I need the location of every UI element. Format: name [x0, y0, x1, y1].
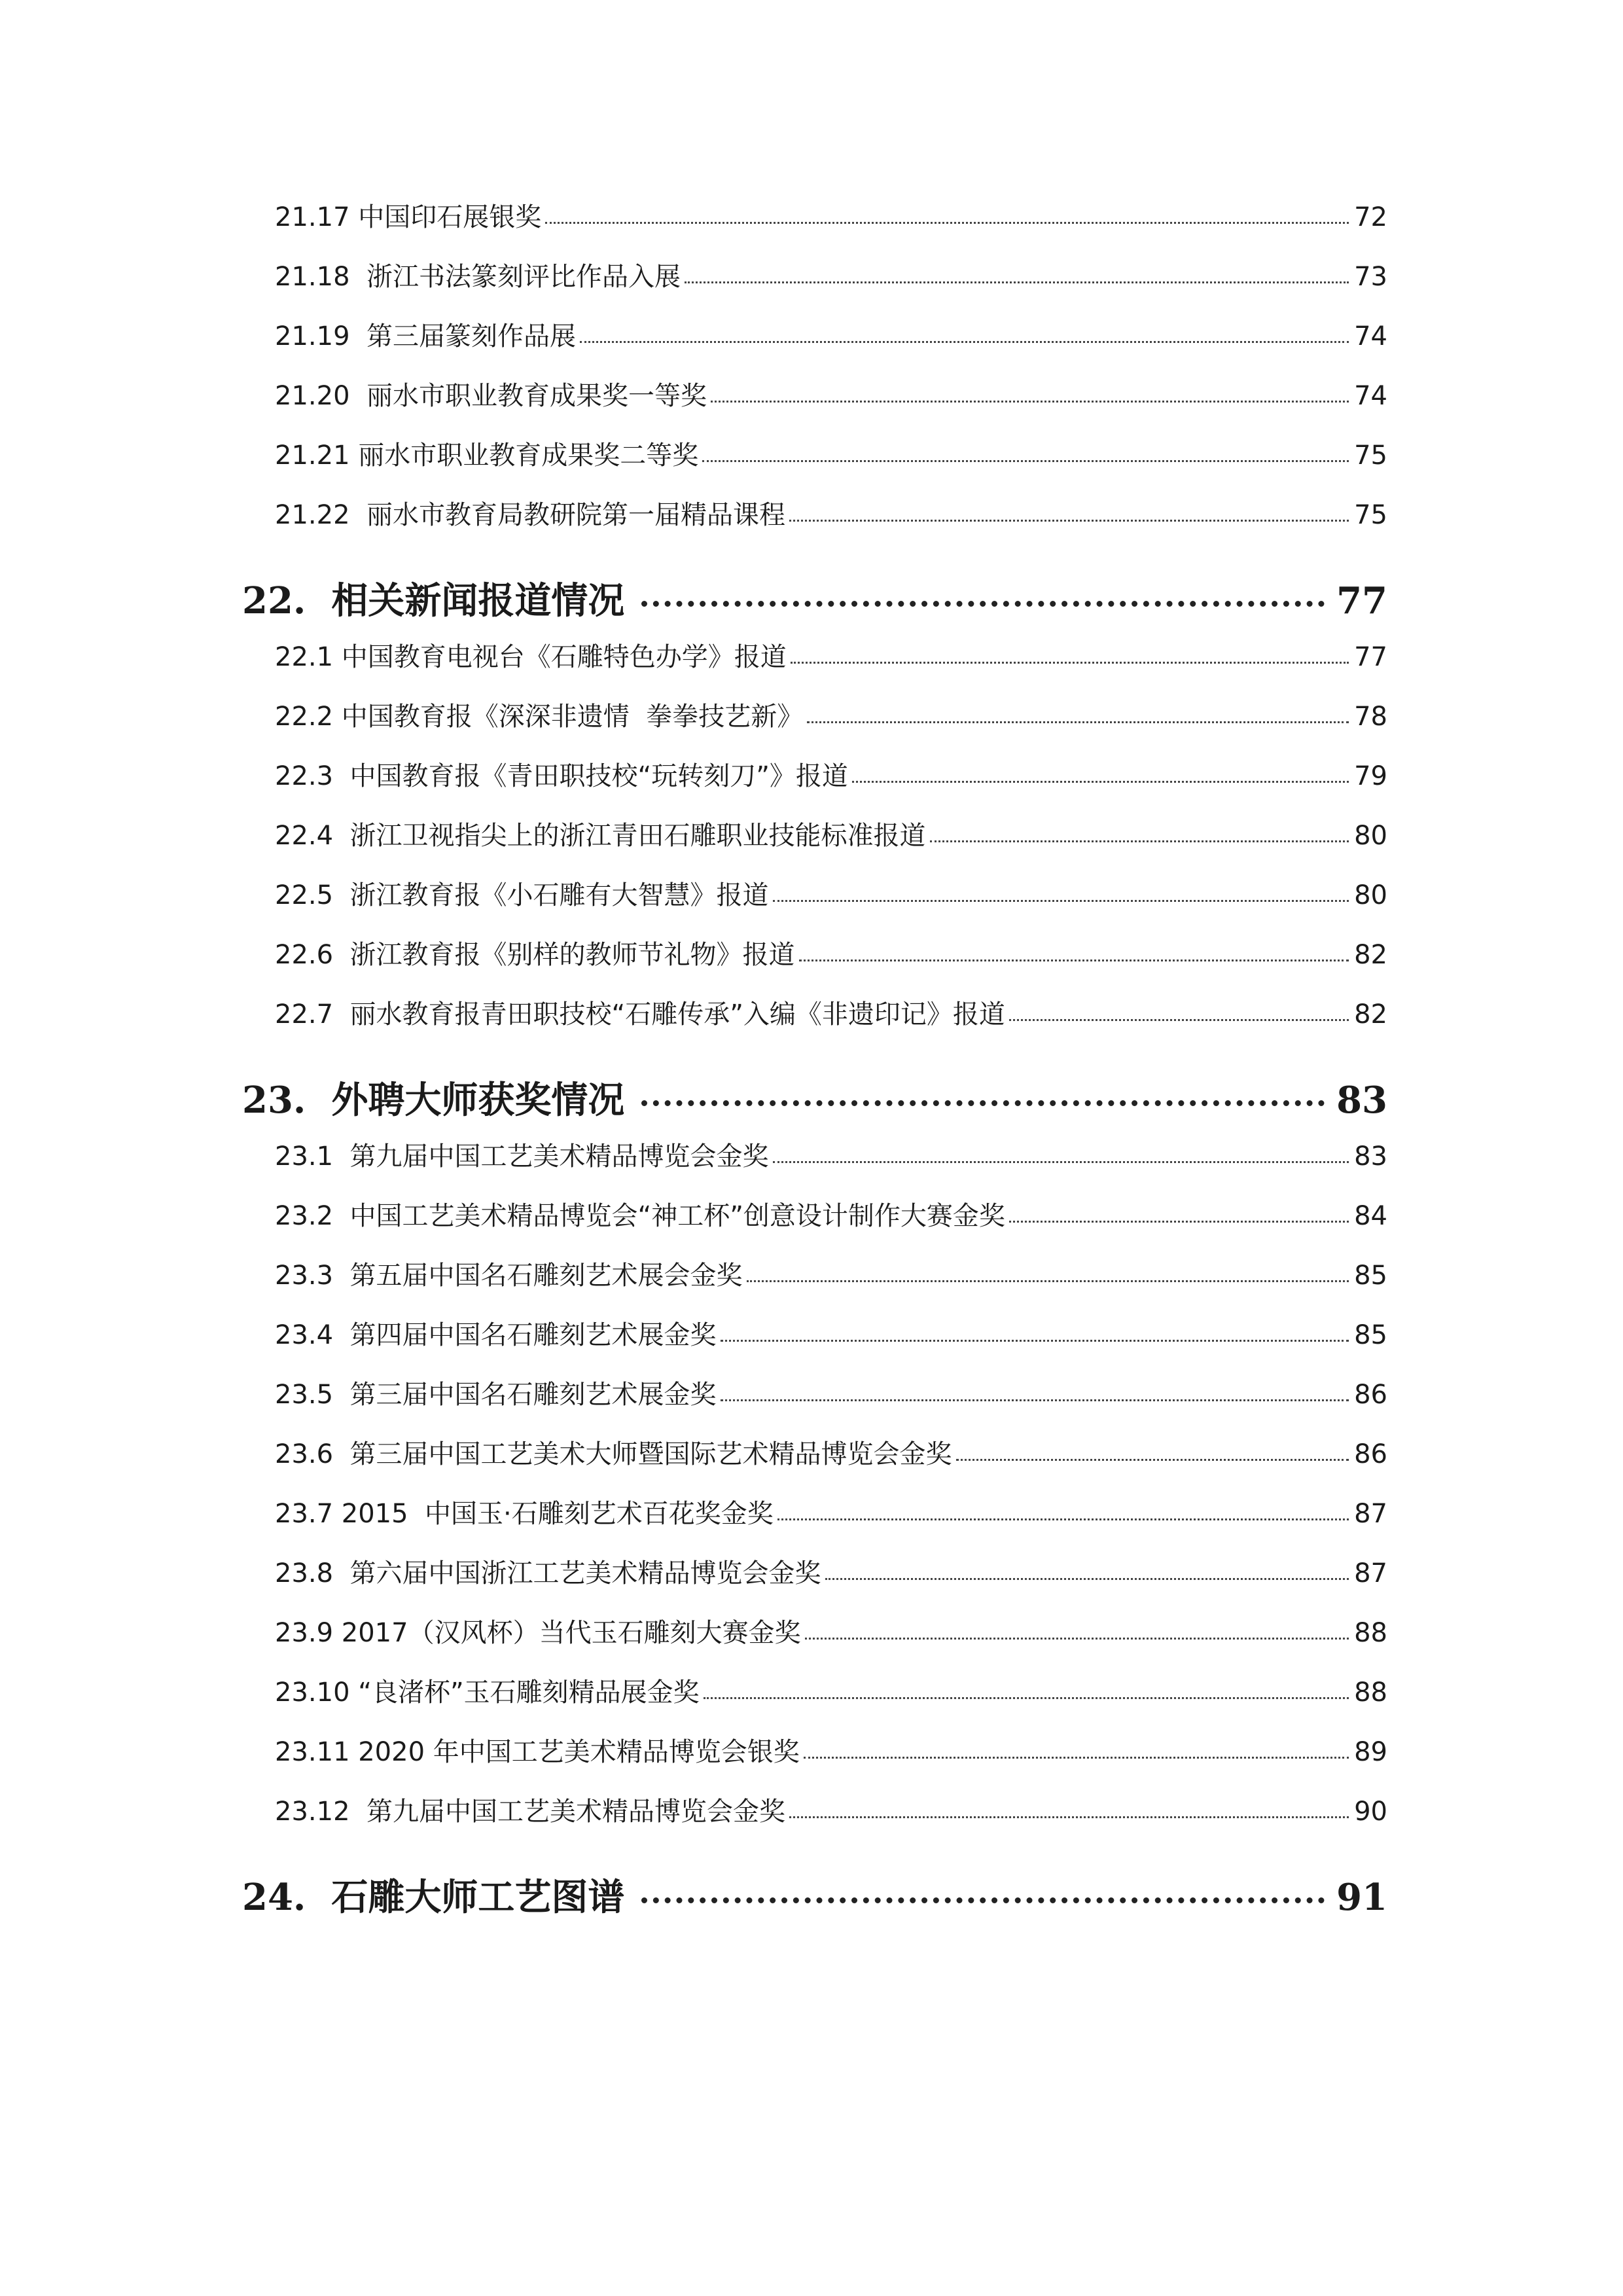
toc-entry-title: 22.1 中国教育电视台《石雕特色办学》报道 — [275, 642, 787, 672]
toc-page-number: 74 — [1354, 381, 1387, 411]
dot-leader — [852, 781, 1349, 783]
toc-entry[interactable] — [242, 1374, 1387, 1433]
toc-page-number: 77 — [1354, 642, 1387, 672]
toc-entry[interactable] — [242, 435, 1387, 494]
dot-leader — [545, 222, 1349, 224]
toc-entry[interactable] — [242, 636, 1387, 696]
dot-leader — [773, 900, 1349, 902]
toc-section-heading[interactable] — [242, 572, 1387, 622]
dot-leader — [956, 1459, 1349, 1461]
toc-entry-title: 23.12 第九届中国工艺美术精品博览会金奖 — [275, 1797, 785, 1827]
toc-entry[interactable] — [242, 1791, 1387, 1850]
toc-page-number: 84 — [1354, 1201, 1387, 1231]
toc-page-number: 87 — [1354, 1499, 1387, 1529]
dot-leader — [930, 840, 1349, 842]
dot-leader — [641, 601, 1325, 607]
toc-page-number: 86 — [1354, 1439, 1387, 1469]
dot-leader — [711, 401, 1349, 403]
toc-entry[interactable] — [242, 1672, 1387, 1731]
toc-entry[interactable] — [242, 755, 1387, 815]
toc-page-number: 88 — [1354, 1677, 1387, 1708]
toc-page-number: 83 — [1336, 1079, 1387, 1122]
toc-entry[interactable] — [242, 196, 1387, 256]
dot-leader — [825, 1578, 1349, 1580]
dot-leader — [777, 1518, 1349, 1520]
toc-entry[interactable] — [242, 1731, 1387, 1791]
toc-entry[interactable] — [242, 1314, 1387, 1374]
toc-entry-title: 23. 外聘大师获奖情况 — [242, 1079, 625, 1122]
dot-leader — [799, 960, 1349, 961]
toc-page-number: 82 — [1354, 940, 1387, 970]
toc-entry-title: 21.18 浙江书法篆刻评比作品入展 — [275, 262, 681, 292]
dot-leader — [1009, 1019, 1349, 1021]
toc-section-heading[interactable] — [242, 1071, 1387, 1122]
toc-entry-title: 23.8 第六届中国浙江工艺美术精品博览会金奖 — [275, 1558, 821, 1588]
toc-page-number: 80 — [1354, 880, 1387, 910]
toc-page-number: 86 — [1354, 1380, 1387, 1410]
toc-page-number: 85 — [1354, 1261, 1387, 1291]
toc-entry[interactable] — [242, 994, 1387, 1053]
toc-entry-title: 22. 相关新闻报道情况 — [242, 579, 625, 622]
toc-page-number: 80 — [1354, 821, 1387, 851]
dot-leader — [789, 520, 1349, 522]
dot-leader — [721, 1399, 1349, 1401]
dot-leader — [1009, 1221, 1349, 1223]
toc-page-number: 73 — [1354, 262, 1387, 292]
toc-section-heading[interactable] — [242, 1869, 1387, 1919]
toc-entry-title: 23.9 2017（汉风杯）当代玉石雕刻大赛金奖 — [275, 1618, 801, 1648]
toc-entry-title: 22.2 中国教育报《深深非遗情 拳拳技艺新》 — [275, 702, 804, 732]
toc-entry-title: 22.5 浙江教育报《小石雕有大智慧》报道 — [275, 880, 769, 910]
toc-entry[interactable] — [242, 315, 1387, 375]
toc-entry[interactable] — [242, 494, 1387, 554]
toc-page-number: 77 — [1336, 579, 1387, 622]
toc-entry-title: 21.19 第三届篆刻作品展 — [275, 321, 576, 351]
toc-entry-title: 21.17 中国印石展银奖 — [275, 202, 542, 232]
toc-entry-title: 23.6 第三届中国工艺美术大师暨国际艺术精品博览会金奖 — [275, 1439, 952, 1469]
toc-entry-title: 22.6 浙江教育报《别样的教师节礼物》报道 — [275, 940, 795, 970]
toc-page-number: 91 — [1336, 1876, 1387, 1919]
toc-entry-title: 23.5 第三届中国名石雕刻艺术展金奖 — [275, 1380, 717, 1410]
toc-entry-title: 23.2 中国工艺美术精品博览会“神工杯”创意设计制作大赛金奖 — [275, 1201, 1005, 1231]
toc-page-number: 79 — [1354, 761, 1387, 791]
dot-leader — [807, 721, 1349, 723]
toc-page-number: 75 — [1354, 440, 1387, 471]
dot-leader — [805, 1638, 1349, 1640]
toc-page-number: 83 — [1354, 1141, 1387, 1172]
toc-page-number: 90 — [1354, 1797, 1387, 1827]
dot-leader — [804, 1757, 1349, 1759]
toc-entry-title: 23.11 2020 年中国工艺美术精品博览会银奖 — [275, 1737, 800, 1767]
dot-leader — [773, 1161, 1349, 1163]
dot-leader — [747, 1280, 1349, 1282]
toc-page-number: 75 — [1354, 500, 1387, 530]
dot-leader — [685, 281, 1349, 283]
toc-entry-title: 23.3 第五届中国名石雕刻艺术展会金奖 — [275, 1261, 743, 1291]
toc-entry[interactable] — [242, 1433, 1387, 1493]
toc-page-number: 85 — [1354, 1320, 1387, 1350]
toc-entry[interactable] — [242, 375, 1387, 435]
toc-entry[interactable] — [242, 696, 1387, 755]
toc-entry[interactable] — [242, 256, 1387, 315]
dot-leader — [791, 662, 1349, 664]
toc-entry-title: 21.21 丽水市职业教育成果奖二等奖 — [275, 440, 699, 471]
dot-leader — [641, 1897, 1325, 1903]
toc-entry[interactable] — [242, 1493, 1387, 1552]
toc-entry[interactable] — [242, 1552, 1387, 1612]
toc-entry[interactable] — [242, 1612, 1387, 1672]
toc-entry[interactable] — [242, 1255, 1387, 1314]
toc-page-number: 82 — [1354, 999, 1387, 1030]
toc-entry-title: 22.4 浙江卫视指尖上的浙江青田石雕职业技能标准报道 — [275, 821, 926, 851]
toc-page-number: 89 — [1354, 1737, 1387, 1767]
toc-entry[interactable] — [242, 1136, 1387, 1195]
toc-page-number: 72 — [1354, 202, 1387, 232]
dot-leader — [704, 1697, 1349, 1699]
toc-entry-title: 23.7 2015 中国玉·石雕刻艺术百花奖金奖 — [275, 1499, 774, 1529]
table-of-contents — [242, 196, 1387, 1933]
toc-entry-title: 22.7 丽水教育报青田职技校“石雕传承”入编《非遗印记》报道 — [275, 999, 1005, 1030]
dot-leader — [641, 1100, 1325, 1106]
toc-entry[interactable] — [242, 934, 1387, 994]
toc-entry-title: 23.10 “良渚杯”玉石雕刻精品展金奖 — [275, 1677, 700, 1708]
dot-leader — [702, 460, 1349, 462]
dot-leader — [580, 341, 1349, 343]
toc-entry-title: 23.4 第四届中国名石雕刻艺术展金奖 — [275, 1320, 717, 1350]
toc-page-number: 78 — [1354, 702, 1387, 732]
toc-page-number: 87 — [1354, 1558, 1387, 1588]
dot-leader — [721, 1340, 1349, 1342]
toc-entry-title: 22.3 中国教育报《青田职技校“玩转刻刀”》报道 — [275, 761, 848, 791]
toc-entry[interactable] — [242, 1195, 1387, 1255]
toc-entry[interactable] — [242, 874, 1387, 934]
toc-entry-title: 23.1 第九届中国工艺美术精品博览会金奖 — [275, 1141, 769, 1172]
toc-page-number: 74 — [1354, 321, 1387, 351]
toc-page-number: 88 — [1354, 1618, 1387, 1648]
toc-entry-title: 21.20 丽水市职业教育成果奖一等奖 — [275, 381, 707, 411]
toc-entry[interactable] — [242, 815, 1387, 874]
toc-entry-title: 24. 石雕大师工艺图谱 — [242, 1876, 625, 1919]
toc-entry-title: 21.22 丽水市教育局教研院第一届精品课程 — [275, 500, 785, 530]
dot-leader — [789, 1816, 1349, 1818]
